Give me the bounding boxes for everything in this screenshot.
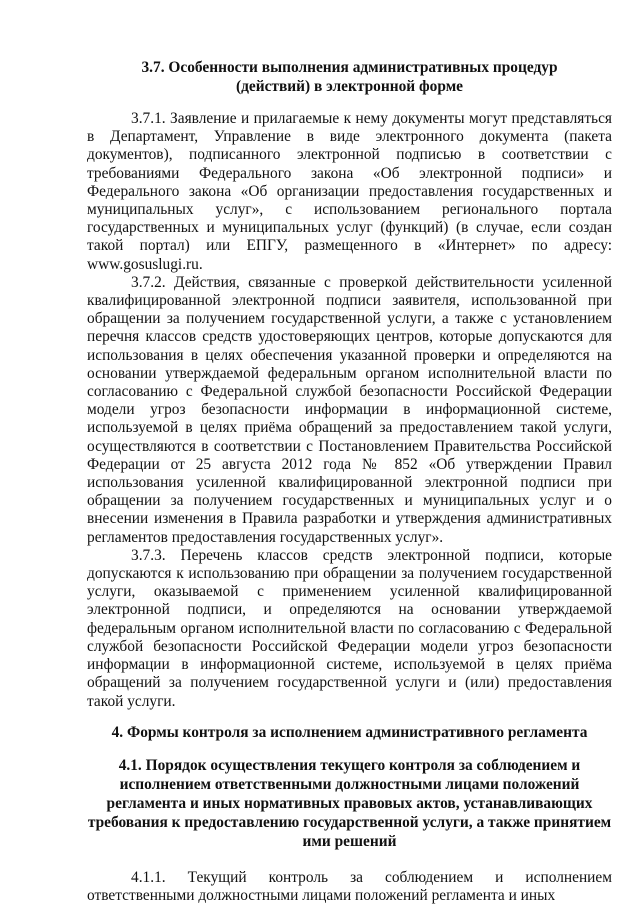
section-4-heading: 4. Формы контроля за исполнением административного регламента [111,723,588,741]
section-3-7-heading-line1: 3.7. Особенности выполнения административных процедур [141,59,558,76]
section-4-1-heading-line5: ими решений [302,832,397,850]
section-4-1-heading-line4: требования к предоставлению государственной услуги, а также принятием [87,813,612,831]
section-4-1-heading [87,756,612,851]
paragraph-3-7-1: 3.7.1. Заявление и прилагаемые к нему документы могут представляться в Департамент, Управление в виде электронного документа (пакета документов), подписанного электронной подписью в соответствии с требованиями Федерального закона «Об электронной подписи» и Федерального закона «Об организации предоставления государственных и муниципальных услуг», с использованием регионального портала государственных и муниципальных услуг (функций) (в случае, если создан такой портал) или ЕПГУ, размещенного в «Интернет» по адресу: www.gosuslugi.ru. [87,110,612,273]
section-4-1-heading-line1: 4.1. Порядок осуществления текущего контроля за соблюдением и [118,756,581,774]
paragraph-3-7-2: 3.7.2. Действия, связанные с проверкой действительности усиленной квалифицированной электронной подписи заявителя, использованной при обращении за получением государственной услуги, а также с установлением перечня классов средств удостоверяющих центров, которые допускаются для использования в целях обеспечения указанной проверки и определяются на основании утверждаемой федеральным органом исполнительной власти по согласованию с Федеральной службой безопасности Российской Федерации модели угроз безопасности информации в информационной системе, используемой в целях приёма обращений за предоставлением такой услуги, осуществляются в соответствии с Постановлением Правительства Российской Федерации от 25 августа 2012 года № 852 «Об утверждении Правил использования усиленной квалифицированной электронной подписи при обращении за получением государственных и муниципальных услуг и о внесении изменения в Правила разработки и утверждения административных регламентов предоставления государственных услуг». [87,273,612,546]
paragraph-4-1-1: 4.1.1. Текущий контроль за соблюдением и исполнением ответственными должностными лицами положений регламента и иных [87,868,612,904]
section-4-1-heading-line2: исполнением ответственными должностными лицами положений [119,775,580,793]
section-4-1-heading-line3: регламента и иных нормативных правовых актов, устанавливающих [106,794,593,812]
section-3-7-heading [87,58,612,96]
section-3-7-heading-line2: (действий) в электронной форме [235,78,464,95]
paragraph-3-7-3: 3.7.3. Перечень классов средств электронной подписи, которые допускаются к использованию при обращении за получением государственной услуги, оказываемой с применением усиленной квалифицированной электронной подписи, и определяются на основании утверждаемой федеральным органом исполнительной власти по согласованию с Федеральной службой безопасности Российской Федерации модели угроз безопасности информации в информационной системе, используемой в целях приёма обращений за получением государственной услуги и (или) предоставления такой услуги. [87,546,612,710]
